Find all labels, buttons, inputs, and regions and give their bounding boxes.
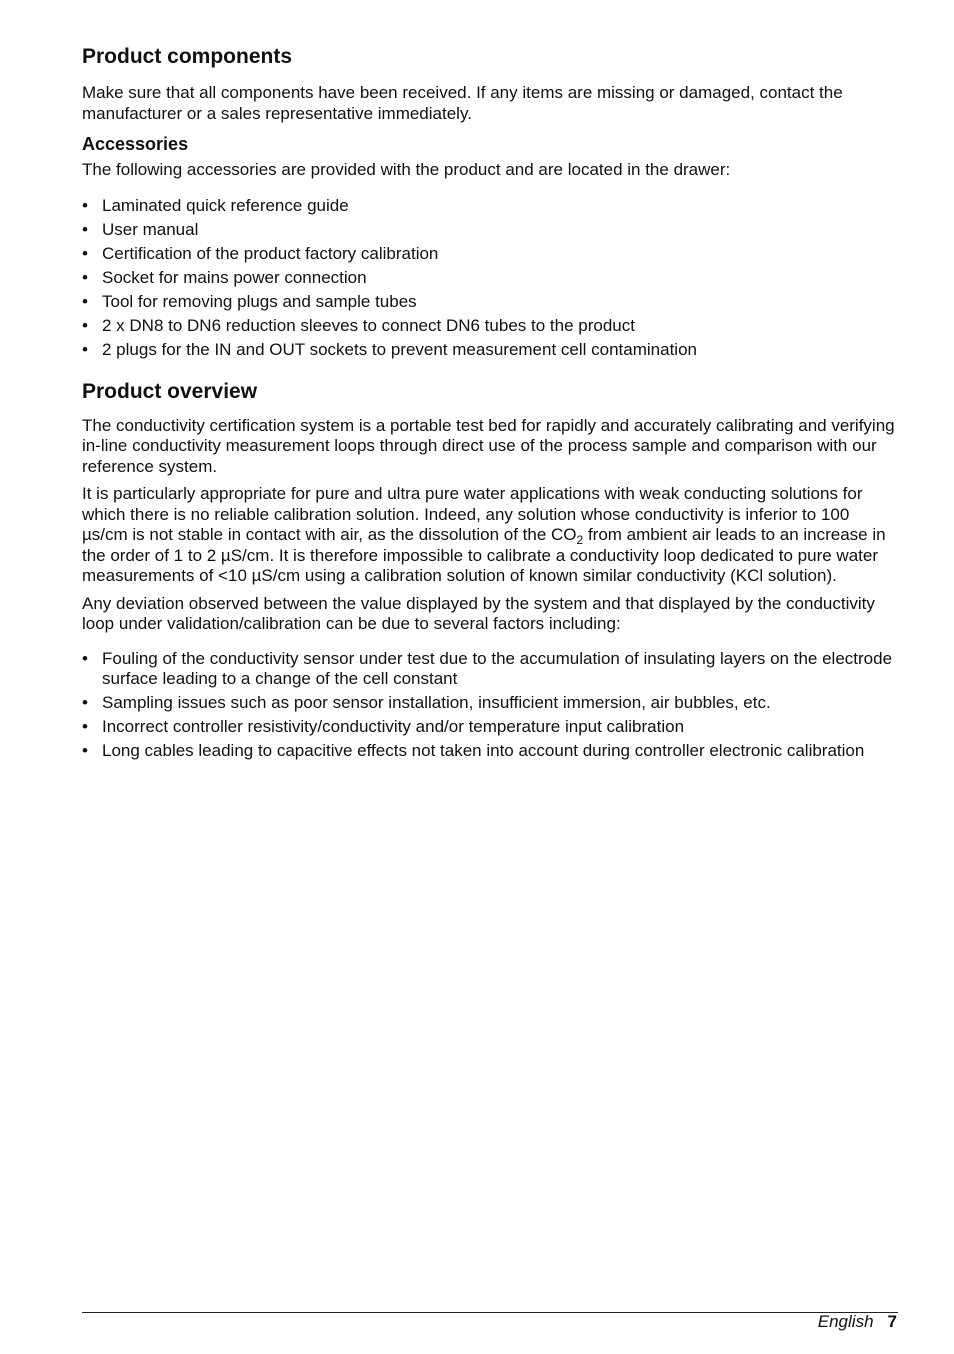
subheading-accessories: Accessories [82,134,189,155]
list-item: • Sampling issues such as poor sensor installation, insufficient immersion, air bubbles, etc. [82,693,898,714]
components-intro: Make sure that all components have been received. If any items are missing or damaged, contact the manufacturer or a sales representative immediately. [82,83,843,123]
list-item: • User manual [82,220,898,241]
section-heading-product-components: Product components [82,45,293,68]
deviation-factors-list [82,649,898,762]
list-item: • Laminated quick reference guide [82,196,898,217]
overview-paragraph-2-part-a: It is particularly appropriate for pure and ultra pure water applications with weak conducting solutions for which there is no reliable calibration solution. Indeed, any solution whose conductivity is inferior to 100 µs/cm is not stable in contact with air, as the dissolution of the CO [82,484,863,545]
accessories-intro: The following accessories are provided with the product and are located in the drawer: [82,159,731,179]
page-number: 7 [887,1312,897,1331]
page-footer [818,1312,897,1332]
footer-divider [82,1312,898,1313]
list-item: • 2 plugs for the IN and OUT sockets to prevent measurement cell contamination [82,340,898,361]
list-item: • Socket for mains power connection [82,268,898,289]
overview-paragraph-1: The conductivity certification system is a portable test bed for rapidly and accurately calibrating and verifying in-line conductivity measurement loops through direct use of the process sample and comparison with our reference system. [82,415,895,476]
section-heading-product-overview: Product overview [82,379,258,403]
co2-subscript: 2 [576,533,584,548]
list-item: • 2 x DN8 to DN6 reduction sleeves to connect DN6 tubes to the product [82,316,898,337]
list-item: • Long cables leading to capacitive effects not taken into account during controller electronic calibration [82,741,898,762]
overview-paragraph-3: Any deviation observed between the value displayed by the system and that displayed by the conductivity loop under validation/calibration can be due to several factors including: [82,593,875,634]
footer-language: English [817,1312,874,1331]
list-item: • Fouling of the conductivity sensor under test due to the accumulation of insulating layers on the electrode surface leading to a change of the cell constant [82,649,898,690]
document-page [82,44,898,765]
overview-paragraph-2-part-b: from ambient air leads to an increase in the order of 1 to 2 µS/cm. It is therefore impossible to calibrate a conductivity loop dedicated to pure water measurements of <10 µS/cm using a calibration solution of known similar conductivity (KCl solution). [82,525,886,586]
list-item: • Certification of the product factory calibration [82,244,898,265]
list-item: • Tool for removing plugs and sample tubes [82,292,898,313]
overview-paragraph-2 [82,484,898,587]
list-item: • Incorrect controller resistivity/conductivity and/or temperature input calibration [82,717,898,738]
accessories-list [82,196,898,361]
